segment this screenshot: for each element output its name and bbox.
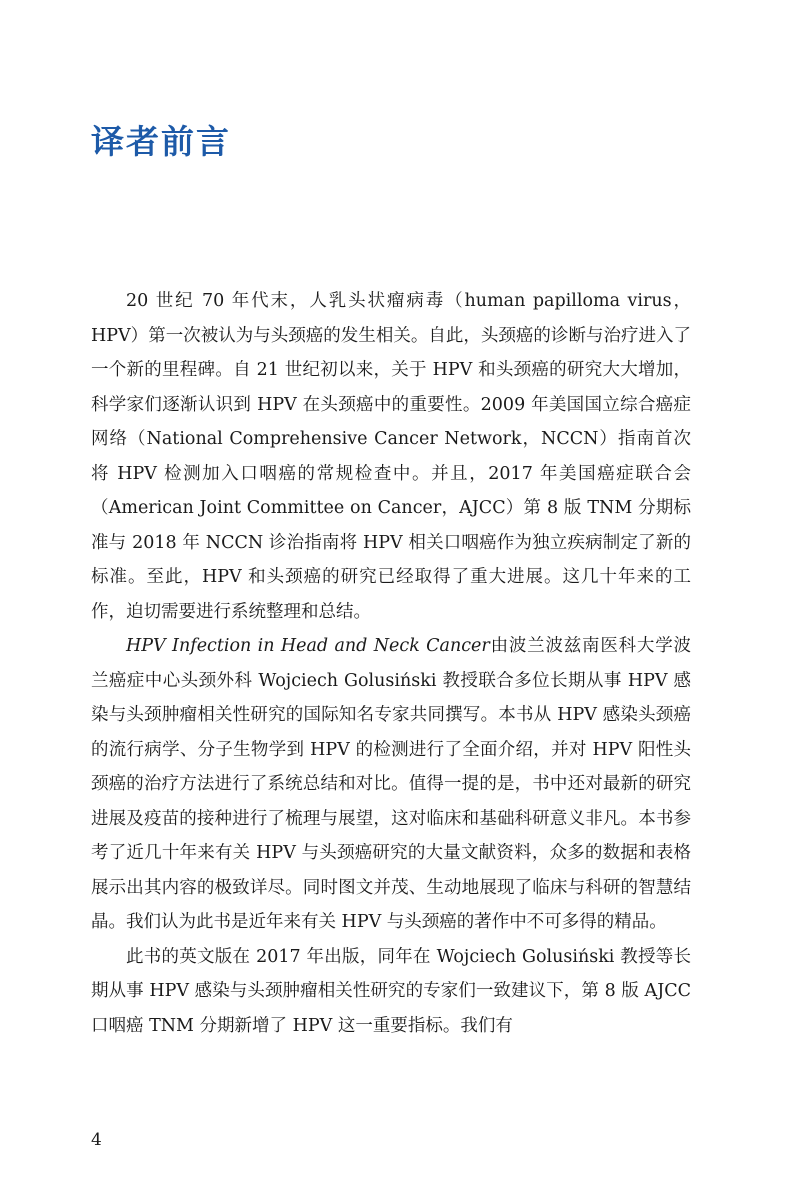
- paragraph-3-text: 此书的英文版在 2017 年出版，同年在 Wojciech Golusiński 教授等长期从事 HPV 感染与头颈肿瘤相关性研究的专家们一致建议下，第 8 版 AJCC 口咽癌 TNM 分期新增了 HPV 这一重要指标。我们有: [91, 946, 691, 1036]
- page-title: 译者前言: [91, 122, 231, 161]
- paragraph-2-text: 由波兰波兹南医科大学波兰癌症中心头颈外科 Wojciech Golusiński 教授联合多位长期从事 HPV 感染与头颈肿瘤相关性研究的国际知名专家共同撰写。本书从 HPV 感染头颈癌的流行病学、分子生物学到 HPV 的检测进行了全面介绍，并对 HPV 阳性头颈癌的治疗方法进行了系统总结和对比。值得一提的是，书中还对最新的研究进展及疫苗的接种进行了梳理与展望，这对临床和基础科研意义非凡。本书参考了近几十年来有关 HPV 与头颈癌研究的大量文献资料，众多的数据和表格展示出其内容的极致详尽。同时图文并茂、生动地展现了临床与科研的智慧结晶。我们认为此书是近年来有关 HPV 与头颈癌的著作中不可多得的精品。: [91, 636, 691, 932]
- paragraph-2: [91, 629, 691, 940]
- book-title-english: HPV Infection in Head and Neck Cancer: [126, 636, 490, 656]
- paragraph-3: [91, 940, 691, 1044]
- page-number: 4: [91, 1130, 102, 1150]
- paragraph-1-text: 20 世纪 70 年代末，人乳头状瘤病毒（human papilloma virus，HPV）第一次被认为与头颈癌的发生相关。自此，头颈癌的诊断与治疗进入了一个新的里程碑。自 21 世纪初以来，关于 HPV 和头颈癌的研究大大增加，科学家们逐渐认识到 HPV 在头颈癌中的重要性。2009 年美国国立综合癌症网络（National Comprehensive Cancer Network，NCCN）指南首次将 HPV 检测加入口咽癌的常规检查中。并且，2017 年美国癌症联合会（American Joint Committee on Cancer，AJCC）第 8 版 TNM 分期标准与 2018 年 NCCN 诊治指南将 HPV 相关口咽癌作为独立疾病制定了新的标准。至此，HPV 和头颈癌的研究已经取得了重大进展。这几十年来的工作，迫切需要进行系统整理和总结。: [91, 291, 691, 622]
- paragraph-1: [91, 284, 691, 629]
- body-text: [91, 284, 691, 1043]
